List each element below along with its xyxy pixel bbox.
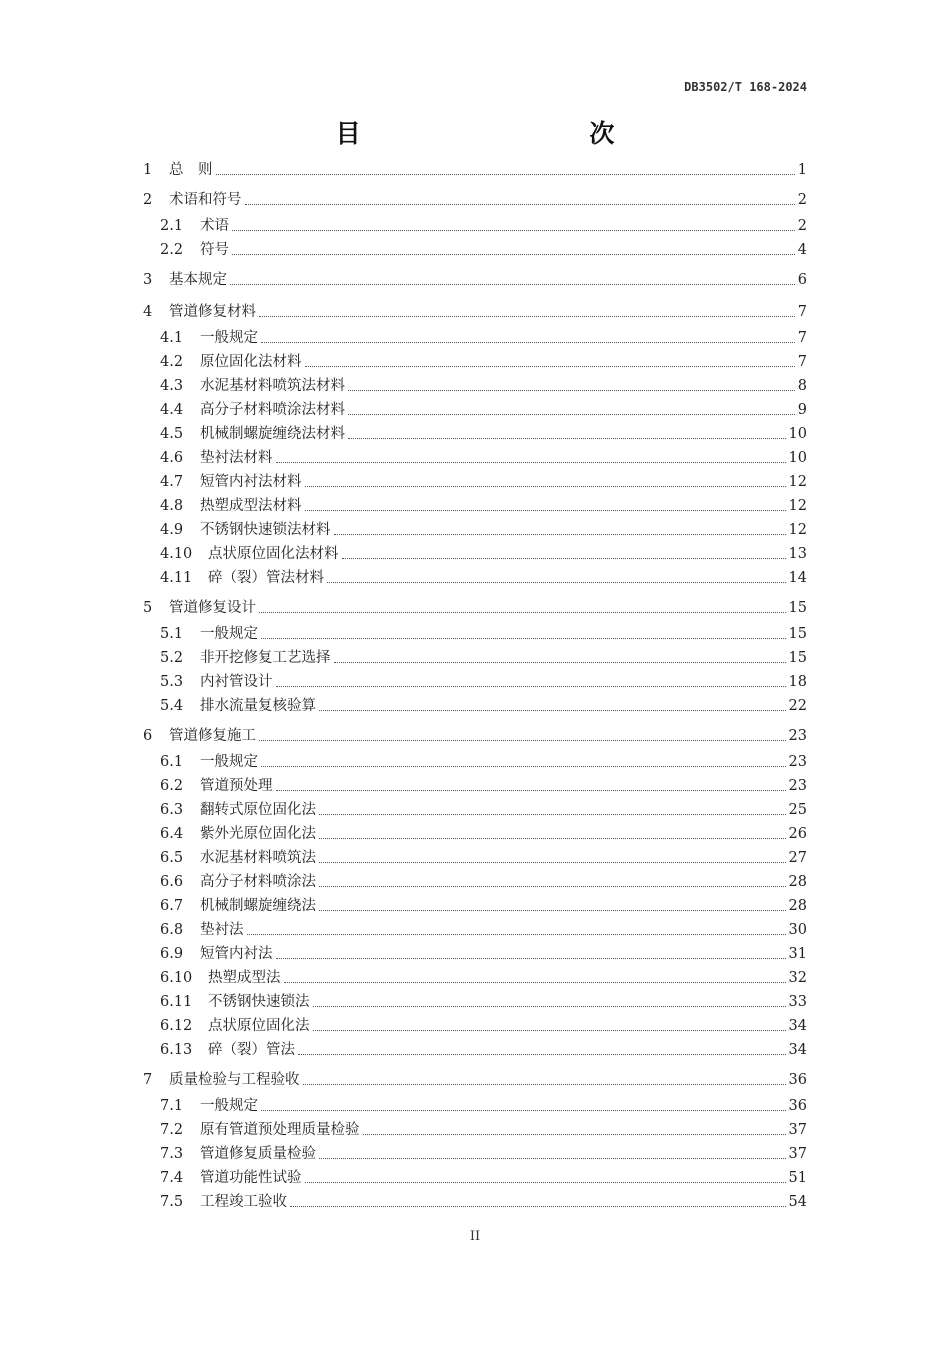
toc-leader-dots [303,1083,786,1085]
toc-leader-dots [259,739,786,741]
toc-entry-label: 管道修复材料 [169,304,256,320]
toc-leader-dots [319,1157,786,1159]
toc-entry-label: 工程竣工验收 [200,1194,287,1210]
toc-leader-dots [334,533,786,535]
toc-entry-page: 15 [788,626,807,642]
toc-entry-page: 37 [788,1146,807,1162]
toc-entry-page: 23 [788,728,807,744]
toc-entry-label: 原有管道预处理质量检验 [200,1122,360,1138]
toc-entry-number: 6.9 [160,946,184,962]
toc-entry-page: 36 [788,1098,807,1114]
toc-entry[interactable] [0,568,950,588]
toc-entry[interactable] [0,648,950,668]
toc-leader-dots [276,957,786,959]
toc-entry-page: 15 [788,650,807,666]
page-number: II [469,1229,481,1244]
toc-entry-label: 高分子材料喷涂法 [200,874,316,890]
toc-entry[interactable] [0,328,950,348]
toc-entry-page: 10 [788,426,807,442]
toc-entry-page: 26 [788,826,807,842]
toc-entry-number: 7 [143,1072,153,1088]
toc-entry-label: 一般规定 [200,626,258,642]
toc-entry-number: 5.2 [160,650,184,666]
toc-entry[interactable] [0,1070,950,1090]
toc-entry-number: 4.10 [160,546,193,562]
toc-entry[interactable] [0,448,950,468]
toc-entry-number: 6.2 [160,778,184,794]
toc-entry-label: 热塑成型法材料 [200,498,302,514]
toc-leader-dots [298,1053,786,1055]
toc-entry-label: 点状原位固化法 [208,1018,310,1034]
toc-entry-label: 非开挖修复工艺选择 [200,650,331,666]
document-code: DB3502/T 168-2024 [684,80,807,94]
toc-entry[interactable] [0,920,950,940]
toc-entry-label: 管道修复质量检验 [200,1146,316,1162]
toc-entry-label: 机械制螺旋缠绕法 [200,898,316,914]
toc-entry-label: 质量检验与工程验收 [169,1072,300,1088]
toc-entry-number: 7.5 [160,1194,184,1210]
toc-entry[interactable] [0,496,950,516]
toc-leader-dots [348,437,786,439]
toc-entry-page: 13 [788,546,807,562]
toc-entry-page: 28 [788,898,807,914]
toc-entry-page: 14 [788,570,807,586]
toc-entry[interactable] [0,1040,950,1060]
toc-entry-number: 2.1 [160,218,184,234]
toc-leader-dots [342,557,786,559]
toc-entry-number: 4.7 [160,474,184,490]
toc-leader-dots [305,365,795,367]
toc-entry-page: 6 [797,272,807,288]
toc-entry[interactable] [0,1016,950,1036]
toc-leader-dots [305,1181,786,1183]
toc-entry-number: 2 [143,192,153,208]
toc-leader-dots [305,485,786,487]
toc-entry-page: 7 [797,304,807,320]
toc-entry-number: 6.6 [160,874,184,890]
toc-leader-dots [348,413,795,415]
toc-leader-dots [290,1205,786,1207]
toc-leader-dots [276,461,786,463]
toc-leader-dots [319,909,786,911]
toc-entry-page: 7 [797,354,807,370]
toc-entry-label: 管道功能性试验 [200,1170,302,1186]
toc-entry[interactable] [0,424,950,444]
toc-entry-page: 37 [788,1122,807,1138]
toc-entry-label: 基本规定 [169,272,227,288]
toc-entry[interactable] [0,944,950,964]
toc-entry-label: 点状原位固化法材料 [208,546,339,562]
toc-entry[interactable] [0,1120,950,1140]
toc-entry[interactable] [0,472,950,492]
toc-entry[interactable] [0,544,950,564]
toc-entry-label: 高分子材料喷涂法材料 [200,402,345,418]
toc-entry-page: 34 [788,1018,807,1034]
toc-entry-number: 4.11 [160,570,193,586]
toc-entry-number: 7.1 [160,1098,184,1114]
toc-entry[interactable] [0,270,950,290]
toc-leader-dots [261,765,786,767]
toc-entry-label: 短管内衬法 [200,946,273,962]
toc-entry[interactable] [0,896,950,916]
toc-entry-label: 术语和符号 [169,192,242,208]
toc-entry[interactable] [0,400,950,420]
toc-entry-number: 5.1 [160,626,184,642]
toc-entry-number: 2.2 [160,242,184,258]
toc-entry[interactable] [0,1096,950,1116]
toc-entry-number: 7.3 [160,1146,184,1162]
toc-entry-label: 水泥基材料喷筑法材料 [200,378,345,394]
toc-leader-dots [216,173,795,175]
toc-entry-number: 7.2 [160,1122,184,1138]
toc-entry-number: 6.11 [160,994,193,1010]
toc-entry-page: 28 [788,874,807,890]
toc-leader-dots [319,709,786,711]
toc-leader-dots [334,661,786,663]
toc-entry-page: 12 [788,474,807,490]
toc-entry-page: 31 [788,946,807,962]
toc-leader-dots [319,813,786,815]
toc-entry-number: 6 [143,728,153,744]
toc-entry[interactable] [0,352,950,372]
toc-entry[interactable] [0,598,950,618]
toc-entry-page: 1 [797,162,807,178]
toc-entry[interactable] [0,848,950,868]
toc-entry[interactable] [0,696,950,716]
toc-entry[interactable] [0,872,950,892]
toc-entry-page: 4 [797,242,807,258]
toc-entry-number: 6.4 [160,826,184,842]
toc-entry-label: 管道修复施工 [169,728,256,744]
toc-entry-page: 34 [788,1042,807,1058]
toc-entry-label: 不锈钢快速锁法材料 [200,522,331,538]
toc-entry-number: 6.8 [160,922,184,938]
toc-entry-label: 翻转式原位固化法 [200,802,316,818]
toc-leader-dots [319,885,786,887]
toc-entry-number: 5.4 [160,698,184,714]
toc-entry-page: 2 [797,192,807,208]
toc-leader-dots [259,315,795,317]
toc-entry-label: 垫衬法 [200,922,244,938]
toc-entry-label: 热塑成型法 [208,970,281,986]
toc-entry[interactable] [0,190,950,210]
toc-leader-dots [230,283,795,285]
toc-leader-dots [319,861,786,863]
toc-entry[interactable] [0,776,950,796]
toc-leader-dots [319,837,786,839]
toc-entry-number: 6.7 [160,898,184,914]
toc-leader-dots [261,1109,786,1111]
toc-entry-label: 符号 [200,242,229,258]
toc-leader-dots [245,203,795,205]
toc-entry[interactable] [0,752,950,772]
toc-entry-page: 23 [788,754,807,770]
toc-entry[interactable] [0,216,950,236]
toc-entry-page: 51 [788,1170,807,1186]
toc-entry[interactable] [0,968,950,988]
toc-entry-label: 机械制螺旋缠绕法材料 [200,426,345,442]
toc-entry[interactable] [0,520,950,540]
toc-entry[interactable] [0,376,950,396]
toc-entry-number: 6.13 [160,1042,193,1058]
toc-entry-number: 6.10 [160,970,193,986]
toc-entry-label: 管道修复设计 [169,600,256,616]
toc-entry-label: 紫外光原位固化法 [200,826,316,842]
toc-entry-label: 水泥基材料喷筑法 [200,850,316,866]
toc-entry-page: 10 [788,450,807,466]
toc-entry-label: 碎（裂）管法 [208,1042,295,1058]
toc-leader-dots [261,341,795,343]
toc-entry-page: 54 [788,1194,807,1210]
toc-entry-page: 12 [788,522,807,538]
toc-entry-page: 18 [788,674,807,690]
toc-entry-label: 垫衬法材料 [200,450,273,466]
toc-leader-dots [259,611,786,613]
toc-entry[interactable] [0,1192,950,1212]
toc-entry-label: 排水流量复核验算 [200,698,316,714]
toc-entry[interactable] [0,624,950,644]
toc-entry-label: 一般规定 [200,330,258,346]
toc-entry-page: 25 [788,802,807,818]
toc-entry-number: 4.3 [160,378,184,394]
toc-entry-number: 7.4 [160,1170,184,1186]
toc-entry-number: 6.5 [160,850,184,866]
toc-entry-page: 22 [788,698,807,714]
toc-entry-page: 9 [797,402,807,418]
toc-leader-dots [232,229,795,231]
toc-entry-number: 4.4 [160,402,184,418]
toc-entry-number: 5 [143,600,153,616]
toc-entry-number: 4.1 [160,330,184,346]
toc-entry-page: 15 [788,600,807,616]
toc-entry-page: 32 [788,970,807,986]
toc-entry-number: 4.5 [160,426,184,442]
toc-entry[interactable] [0,302,950,322]
toc-leader-dots [348,389,795,391]
toc-entry-label: 一般规定 [200,754,258,770]
toc-entry-number: 6.12 [160,1018,193,1034]
toc-entry-label: 术语 [200,218,229,234]
toc-entry-label: 碎（裂）管法材料 [208,570,324,586]
toc-entry-page: 2 [797,218,807,234]
toc-entry-number: 3 [143,272,153,288]
toc-leader-dots [247,933,786,935]
page-title: 目 次 [335,119,725,148]
toc-entry[interactable] [0,992,950,1012]
toc-entry-label: 内衬管设计 [200,674,273,690]
toc-leader-dots [276,789,786,791]
toc-entry[interactable] [0,824,950,844]
toc-entry[interactable] [0,672,950,692]
toc-entry-page: 36 [788,1072,807,1088]
toc-entry-number: 4.2 [160,354,184,370]
toc-entry-number: 1 [143,162,153,178]
toc-entry-label: 管道预处理 [200,778,273,794]
toc-leader-dots [232,253,795,255]
toc-entry-number: 6.1 [160,754,184,770]
toc-entry-number: 6.3 [160,802,184,818]
toc-entry-page: 30 [788,922,807,938]
toc-leader-dots [276,685,786,687]
toc-entry-number: 4.6 [160,450,184,466]
toc-entry[interactable] [0,160,950,180]
toc-entry-number: 4.8 [160,498,184,514]
toc-entry-page: 33 [788,994,807,1010]
toc-entry-page: 7 [797,330,807,346]
toc-entry-page: 12 [788,498,807,514]
toc-entry-number: 4.9 [160,522,184,538]
toc-leader-dots [305,509,786,511]
toc-leader-dots [313,1029,786,1031]
toc-leader-dots [261,637,786,639]
toc-leader-dots [363,1133,786,1135]
toc-leader-dots [327,581,786,583]
toc-entry[interactable] [0,1168,950,1188]
toc-entry-label: 一般规定 [200,1098,258,1114]
toc-entry-label: 原位固化法材料 [200,354,302,370]
toc-entry-number: 5.3 [160,674,184,690]
toc-leader-dots [313,1005,786,1007]
toc-entry-label: 总 则 [169,162,213,178]
toc-entry-page: 8 [797,378,807,394]
toc-entry[interactable] [0,800,950,820]
toc-entry[interactable] [0,1144,950,1164]
toc-leader-dots [284,981,786,983]
toc-entry[interactable] [0,240,950,260]
toc-entry-page: 27 [788,850,807,866]
toc-entry-label: 短管内衬法材料 [200,474,302,490]
toc-entry[interactable] [0,726,950,746]
toc-entry-page: 23 [788,778,807,794]
toc-entry-label: 不锈钢快速锁法 [208,994,310,1010]
toc-entry-number: 4 [143,304,153,320]
